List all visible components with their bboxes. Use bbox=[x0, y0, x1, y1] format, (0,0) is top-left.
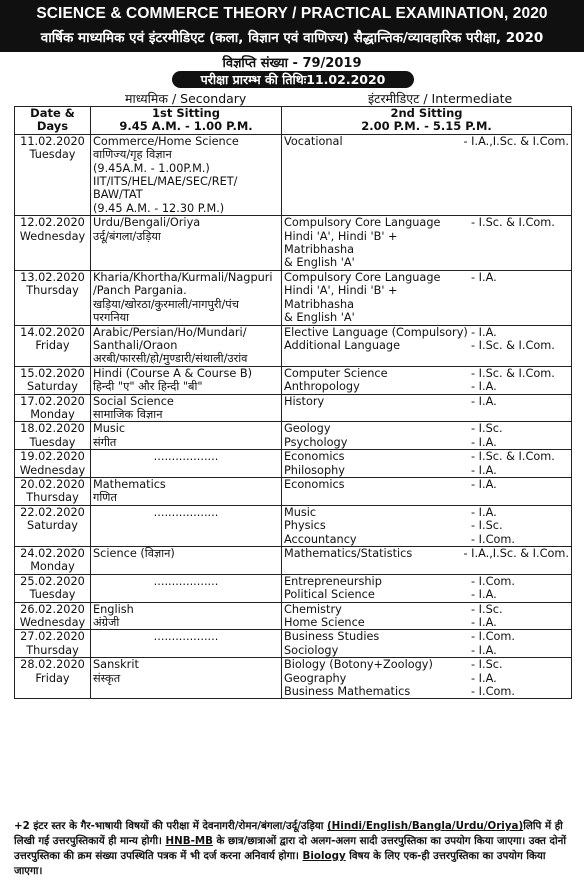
first-sitting-subject: वाणिज्य/गृह विज्ञान bbox=[93, 148, 172, 162]
second-sitting-line bbox=[284, 311, 569, 324]
second-sitting-stream: - I.A.,I.Sc. & I.Com. bbox=[463, 134, 569, 148]
second-sitting-subject: Biology (Botony+Zoology) bbox=[284, 658, 433, 672]
date-cell bbox=[15, 547, 91, 575]
exam-day: Saturday bbox=[27, 519, 78, 533]
second-sitting-stream: - I.A.,I.Sc. & I.Com. bbox=[463, 547, 569, 560]
second-sitting-line bbox=[284, 436, 569, 449]
exam-day: Saturday bbox=[27, 380, 78, 394]
second-sitting-line bbox=[284, 630, 569, 643]
second-sitting-line bbox=[284, 339, 569, 352]
schedule-body bbox=[15, 134, 572, 699]
first-sitting-subject: Hindi (Course A & Course B) bbox=[93, 366, 253, 380]
second-sitting-line bbox=[284, 616, 569, 629]
second-sitting-cell bbox=[282, 505, 572, 546]
exam-day: Thursday bbox=[26, 491, 79, 505]
second-sitting-line bbox=[284, 271, 569, 284]
empty-sitting-dots: .................. bbox=[153, 630, 219, 644]
exam-date: 25.02.2020 bbox=[20, 574, 85, 588]
exam-day: Wednesday bbox=[19, 616, 86, 630]
first-sitting-cell bbox=[91, 270, 282, 325]
first-sitting-cell bbox=[91, 134, 282, 215]
date-column-header: Date & Days bbox=[15, 107, 91, 135]
table-row bbox=[15, 450, 572, 478]
exam-day: Tuesday bbox=[29, 435, 76, 449]
second-sitting-subject: Psychology bbox=[284, 435, 348, 449]
exam-day: Friday bbox=[35, 338, 70, 352]
second-sitting-subject: Computer Science bbox=[284, 366, 388, 380]
first-sitting-cell bbox=[91, 216, 282, 271]
exam-date: 18.02.2020 bbox=[20, 422, 85, 436]
exam-date: 20.02.2020 bbox=[20, 477, 85, 491]
first-sitting-subject: Commerce/Home Science bbox=[93, 134, 239, 148]
first-sitting-subject: BAW/TAT bbox=[93, 188, 143, 202]
table-row bbox=[15, 477, 572, 505]
second-sitting-cell bbox=[282, 547, 572, 575]
table-header-row bbox=[15, 107, 572, 135]
exam-day: Wednesday bbox=[19, 463, 86, 477]
exam-day: Thursday bbox=[26, 643, 79, 657]
second-sitting-stream: - I.A. bbox=[471, 671, 497, 685]
footer-note bbox=[14, 819, 571, 879]
second-sitting-line bbox=[284, 547, 569, 560]
date-cell bbox=[15, 574, 91, 602]
second-sitting-line bbox=[284, 326, 569, 339]
first-sitting-subject: English bbox=[93, 602, 134, 616]
second-sitting-line bbox=[284, 575, 569, 588]
second-sitting-subject: & English 'A' bbox=[284, 311, 355, 325]
date-cell bbox=[15, 325, 91, 366]
title-hindi: वार्षिक माध्यमिक एवं इंटरमीडिएट (कला, विज्ञान एवं वाणिज्य) सैद्धान्तिक/व्यावहारिक परीक्षा, 2020 bbox=[40, 30, 544, 46]
first-sitting-subject: Kharia/Khortha/Kurmali/Nagpuri bbox=[93, 270, 273, 284]
second-sitting-stream bbox=[471, 256, 569, 269]
second-sitting-label: 2nd Sitting bbox=[390, 106, 463, 120]
exam-start-date: परीक्षा प्रारम्भ की तिथिः11.02.2020 bbox=[172, 71, 414, 88]
table-row bbox=[15, 325, 572, 366]
first-sitting-subject: खड़िया/खोरठा/कुरमाली/नागपुरी/पंच bbox=[93, 297, 239, 311]
second-sitting-stream: - I.A. bbox=[471, 463, 497, 477]
exam-day: Friday bbox=[35, 671, 70, 685]
date-cell bbox=[15, 630, 91, 658]
second-sitting-cell bbox=[282, 630, 572, 658]
date-cell bbox=[15, 422, 91, 450]
exam-day: Wednesday bbox=[19, 229, 86, 243]
second-sitting-stream bbox=[471, 311, 569, 324]
date-cell bbox=[15, 658, 91, 699]
first-sitting-subject: Urdu/Bengali/Oriya bbox=[93, 216, 201, 230]
first-sitting-cell bbox=[91, 366, 282, 394]
footer-underlined-1: (Hindi/English/Bangla/Urdu/Oriya) bbox=[326, 820, 524, 832]
second-sitting-line bbox=[284, 464, 569, 477]
second-sitting-line bbox=[284, 422, 569, 435]
first-sitting-subject: Music bbox=[93, 422, 126, 436]
second-sitting-line bbox=[284, 395, 569, 408]
date-cell bbox=[15, 394, 91, 422]
exam-date: 15.02.2020 bbox=[20, 366, 85, 380]
second-sitting-stream: - I.A. bbox=[471, 643, 497, 657]
exam-date: 28.02.2020 bbox=[20, 658, 85, 672]
first-sitting-time: 9.45 A.M. - 1.00 P.M. bbox=[119, 119, 253, 134]
second-sitting-cell bbox=[282, 325, 572, 366]
exam-date: 11.02.2020 bbox=[20, 134, 85, 148]
second-sitting-stream: - I.A. bbox=[471, 435, 497, 449]
exam-schedule-table bbox=[14, 106, 572, 699]
table-row bbox=[15, 602, 572, 630]
first-sitting-cell bbox=[91, 477, 282, 505]
date-cell bbox=[15, 216, 91, 271]
second-sitting-stream: - I.Sc. & I.Com. bbox=[471, 338, 555, 352]
first-sitting-subject: Santhali/Oraon bbox=[93, 338, 178, 352]
second-sitting-subject: Philosophy bbox=[284, 463, 345, 477]
second-sitting-stream bbox=[471, 284, 569, 311]
second-sitting-subject: History bbox=[284, 394, 325, 408]
exam-day: Tuesday bbox=[29, 588, 76, 602]
table-row bbox=[15, 505, 572, 546]
second-sitting-subject: Business Studies bbox=[284, 630, 380, 644]
empty-sitting-dots: .................. bbox=[153, 505, 219, 519]
title-english: SCIENCE & COMMERCE THEORY / PRACTICAL EXAMINATION, 2020 bbox=[36, 5, 548, 22]
footer-text-3: के छात्र/छात्राओं द्वारा दो अलग-अलग सादी उत्तरपुस्तिका का उपयोग किया जाएगा। उक्त दोनों उत्तरपुस्तिका की क्रम संख्या उपस्थिति पत्रक में भी दर्ज करना अनिवार्य होगा। bbox=[14, 835, 567, 862]
first-sitting-subject: सामाजिक विज्ञान bbox=[93, 407, 163, 421]
exam-day: Monday bbox=[30, 560, 75, 574]
second-sitting-stream: - I.A. bbox=[471, 616, 497, 630]
second-sitting-cell bbox=[282, 216, 572, 271]
first-sitting-cell bbox=[91, 602, 282, 630]
exam-date: 13.02.2020 bbox=[20, 270, 85, 284]
second-sitting-stream: - I.Com. bbox=[471, 532, 515, 546]
second-sitting-cell bbox=[282, 366, 572, 394]
second-sitting-subject: Vocational bbox=[284, 134, 343, 148]
footer-underlined-3: Biology bbox=[302, 850, 346, 862]
exam-date: 26.02.2020 bbox=[20, 602, 85, 616]
second-sitting-stream: - I.Sc. bbox=[471, 658, 503, 672]
exam-date: 22.02.2020 bbox=[20, 505, 85, 519]
footer-underlined-2: HNB-MB bbox=[165, 835, 213, 847]
second-sitting-line bbox=[284, 230, 569, 257]
second-sitting-cell bbox=[282, 658, 572, 699]
second-sitting-subject: Geology bbox=[284, 422, 331, 436]
second-sitting-line bbox=[284, 588, 569, 601]
table-row bbox=[15, 658, 572, 699]
exam-date: 17.02.2020 bbox=[20, 394, 85, 408]
first-sitting-cell bbox=[91, 394, 282, 422]
first-sitting-cell bbox=[91, 630, 282, 658]
first-sitting-subject: संस्कृत bbox=[93, 671, 121, 685]
exam-date: 24.02.2020 bbox=[20, 547, 85, 560]
exam-day: Monday bbox=[30, 407, 75, 421]
second-sitting-stream: - I.A. bbox=[471, 270, 497, 284]
table-row bbox=[15, 366, 572, 394]
second-sitting-subject: Sociology bbox=[284, 643, 339, 657]
second-sitting-subject: Home Science bbox=[284, 616, 365, 630]
second-sitting-subject: & English 'A' bbox=[284, 256, 355, 270]
first-sitting-subject: Arabic/Persian/Ho/Mundari/ bbox=[93, 325, 247, 339]
second-sitting-stream: - I.Com. bbox=[471, 630, 515, 644]
first-sitting-label: 1st Sitting bbox=[152, 106, 220, 120]
exam-date: 27.02.2020 bbox=[20, 630, 85, 644]
footer-text-1: +2 इंटर स्तर के गैर-भाषायी विषयों की परीक्षा में देवनागरी/रोमन/बंगला/उर्दू/उड़िया bbox=[14, 820, 327, 832]
second-sitting-subject: Business Mathematics bbox=[284, 685, 411, 699]
first-sitting-cell bbox=[91, 422, 282, 450]
second-sitting-stream: - I.Com. bbox=[471, 685, 515, 699]
second-sitting-stream: - I.A. bbox=[471, 325, 497, 339]
second-sitting-stream bbox=[471, 230, 569, 257]
first-sitting-subject: (9.45 A.M. - 12.30 P.M.) bbox=[93, 201, 225, 215]
second-sitting-subject: Hindi 'A', Hindi 'B' + Matribhasha bbox=[284, 284, 398, 311]
intermediate-header: इंटरमीडिएट / Intermediate bbox=[368, 91, 513, 106]
second-sitting-stream: - I.A. bbox=[471, 394, 497, 408]
first-sitting-subject: उर्दू/बंगला/उड़िया bbox=[93, 229, 161, 243]
first-sitting-subject: Social Science bbox=[93, 394, 174, 408]
first-sitting-cell bbox=[91, 505, 282, 546]
first-sitting-subject: IIT/ITS/HEL/MAE/SEC/RET/ bbox=[93, 175, 238, 189]
empty-sitting-dots: .................. bbox=[153, 574, 219, 588]
table-row bbox=[15, 394, 572, 422]
second-sitting-cell bbox=[282, 574, 572, 602]
first-sitting-subject: Sanskrit bbox=[93, 658, 139, 672]
first-sitting-subject: गणित bbox=[93, 491, 117, 505]
secondary-header: माध्यमिक / Secondary bbox=[125, 91, 247, 106]
second-sitting-subject: Entrepreneurship bbox=[284, 574, 382, 588]
table-row bbox=[15, 134, 572, 215]
date-cell bbox=[15, 366, 91, 394]
footer-text-2: लिपि में ही लिखी गई उत्तरपुस्तिकायें ही मान्य होगी। bbox=[14, 820, 563, 847]
second-sitting-stream: - I.A. bbox=[471, 505, 497, 519]
second-sitting-subject: Compulsory Core Language bbox=[284, 270, 441, 284]
footer-text-4: विषय के लिए एक-ही उत्तरपुस्तिका का उपयोग किया जाएगा। bbox=[14, 850, 546, 877]
second-sitting-line bbox=[284, 644, 569, 657]
second-sitting-cell bbox=[282, 394, 572, 422]
first-sitting-subject: अंग्रेजी bbox=[93, 616, 120, 630]
second-sitting-subject: Compulsory Core Language bbox=[284, 216, 441, 230]
second-sitting-subject: Economics bbox=[284, 450, 345, 464]
notice-number: विज्ञप्ति संख्या - 79/2019 bbox=[222, 56, 362, 71]
first-sitting-cell bbox=[91, 450, 282, 478]
title-band bbox=[0, 0, 584, 52]
second-sitting-subject: Hindi 'A', Hindi 'B' + Matribhasha bbox=[284, 229, 398, 257]
first-sitting-cell bbox=[91, 574, 282, 602]
first-sitting-subject: संगीत bbox=[93, 435, 117, 449]
second-sitting-stream: - I.A. bbox=[471, 380, 497, 394]
date-cell bbox=[15, 602, 91, 630]
first-sitting-subject: Mathematics bbox=[93, 477, 166, 491]
second-sitting-stream: - I.Sc. & I.Com. bbox=[471, 450, 555, 464]
first-sitting-cell bbox=[91, 658, 282, 699]
second-sitting-subject: Elective Language (Compulsory) bbox=[284, 325, 468, 339]
second-sitting-line bbox=[284, 685, 569, 698]
table-row bbox=[15, 574, 572, 602]
second-sitting-time: 2.00 P.M. - 5.15 P.M. bbox=[361, 119, 492, 134]
second-sitting-stream: - I.A. bbox=[471, 588, 497, 602]
table-row bbox=[15, 270, 572, 325]
second-sitting-line bbox=[284, 367, 569, 380]
second-sitting-subject: Mathematics/Statistics bbox=[284, 547, 413, 560]
second-sitting-subject: Political Science bbox=[284, 588, 375, 602]
date-cell bbox=[15, 477, 91, 505]
first-sitting-subject: परगनिया bbox=[93, 311, 130, 325]
table-row bbox=[15, 216, 572, 271]
second-sitting-line bbox=[284, 519, 569, 532]
second-sitting-line bbox=[284, 216, 569, 229]
second-sitting-line bbox=[284, 672, 569, 685]
second-sitting-cell bbox=[282, 134, 572, 215]
second-sitting-subject: Geography bbox=[284, 671, 347, 685]
exam-date: 14.02.2020 bbox=[20, 325, 85, 339]
date-cell bbox=[15, 134, 91, 215]
second-sitting-stream: - I.Sc. & I.Com. bbox=[471, 366, 555, 380]
empty-sitting-dots: .................. bbox=[153, 450, 219, 464]
exam-day: Tuesday bbox=[29, 148, 76, 162]
second-sitting-stream: - I.Sc. bbox=[471, 422, 503, 436]
second-sitting-stream: - I.Sc. bbox=[471, 602, 503, 616]
first-sitting-cell bbox=[91, 547, 282, 575]
second-sitting-line bbox=[284, 478, 569, 491]
second-sitting-stream: - I.Sc. bbox=[471, 519, 503, 533]
second-sitting-cell bbox=[282, 270, 572, 325]
second-sitting-stream: - I.Com. bbox=[471, 574, 515, 588]
table-row bbox=[15, 547, 572, 575]
second-sitting-line bbox=[284, 256, 569, 269]
date-cell bbox=[15, 450, 91, 478]
second-sitting-subject: Music bbox=[284, 505, 317, 519]
first-sitting-header bbox=[91, 107, 282, 135]
second-sitting-subject: Economics bbox=[284, 477, 345, 491]
second-sitting-line bbox=[284, 284, 569, 311]
first-sitting-cell bbox=[91, 325, 282, 366]
table-row bbox=[15, 422, 572, 450]
first-sitting-subject: Science (विज्ञान) bbox=[93, 547, 175, 560]
exam-date: 12.02.2020 bbox=[20, 216, 85, 230]
second-sitting-cell bbox=[282, 477, 572, 505]
first-sitting-subject: (9.45A.M. - 1.00P.M.) bbox=[93, 161, 210, 175]
exam-day: Thursday bbox=[26, 284, 79, 298]
second-sitting-subject: Accountancy bbox=[284, 532, 357, 546]
second-sitting-line bbox=[284, 506, 569, 519]
second-sitting-line bbox=[284, 603, 569, 616]
second-sitting-subject: Anthropology bbox=[284, 380, 360, 394]
first-sitting-subject: अरबी/फारसी/हो/मुण्डारी/संथाली/उरांव bbox=[93, 352, 248, 366]
second-sitting-subject: Additional Language bbox=[284, 338, 401, 352]
date-cell bbox=[15, 505, 91, 546]
second-sitting-cell bbox=[282, 602, 572, 630]
exam-date: 19.02.2020 bbox=[20, 450, 85, 464]
second-sitting-line bbox=[284, 450, 569, 463]
second-sitting-line bbox=[284, 135, 569, 148]
second-sitting-stream: - I.Sc. & I.Com. bbox=[471, 216, 555, 230]
second-sitting-line bbox=[284, 533, 569, 546]
second-sitting-stream: - I.A. bbox=[471, 477, 497, 491]
date-cell bbox=[15, 270, 91, 325]
table-row bbox=[15, 630, 572, 658]
first-sitting-subject: /Panch Pargania. bbox=[93, 284, 187, 298]
second-sitting-line bbox=[284, 658, 569, 671]
second-sitting-header bbox=[282, 107, 572, 135]
second-sitting-subject: Chemistry bbox=[284, 602, 342, 616]
first-sitting-subject: हिन्दी "ए" और हिन्दी "बी" bbox=[93, 380, 203, 394]
second-sitting-line bbox=[284, 380, 569, 393]
second-sitting-cell bbox=[282, 422, 572, 450]
second-sitting-subject: Physics bbox=[284, 519, 326, 533]
second-sitting-cell bbox=[282, 450, 572, 478]
